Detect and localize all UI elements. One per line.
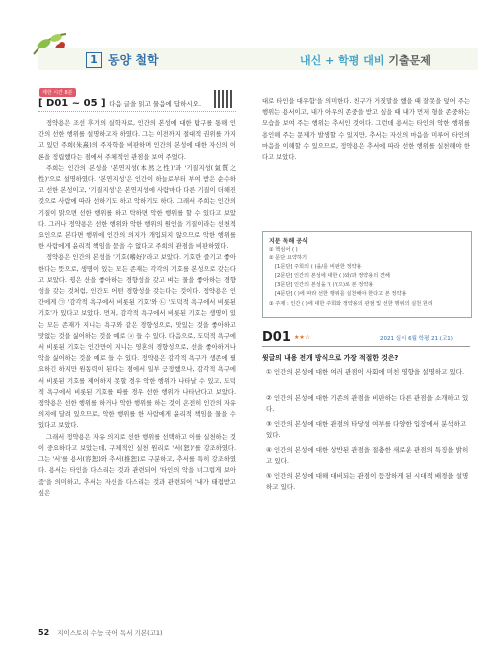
chapter-tag-gray: 기출문제 (388, 54, 431, 67)
divider (262, 346, 470, 347)
passage-left (38, 118, 236, 499)
qr-code-icon[interactable] (214, 90, 232, 108)
passage-paragraph: 그래서 정약용은 자유 의지로 선한 행위를 선택하고 이를 실천하는 것이 중요하다고 보았는데, 구체적인 실천 원리로 '서(恕)'를 강조하였다. 그는 '서'를 용서(容恕)와 추서(推恕)로 구분하고, 추서를 특히 강조하였다. 용서는 타인을 다스리는 것과 관련되어 '타인의 악을 너그럽게 보아줌'을 의미하고, 추서는 자신을 다스리는 것과 관련되어 '내가 태접받고 싶은 (38, 433, 236, 497)
chapter-title: 동양 철학 (108, 53, 159, 67)
question-source: 2021 실시 6월 학평 21 (고1) (380, 336, 453, 342)
chapter-tag (300, 52, 431, 68)
passage-paragraph: 정약용은 인간의 본성을 '기호(嗜好)'라고 보았다. 기호란 즐기고 좋아한다는 뜻으로, 생명이 있는 모든 존재는 각각의 기호를 본성으로 갖는다고 보았다. 꿩은 산을 좋아하는 경향성을 갖고 벼는 물을 좋아하는 경향성을 갖는 것처럼, 인간도 어떤 경향성을 갖는다는 것이다. 정약용은 인간에게 ㉠ '감각적 욕구에서 비롯된 기호'와 ㉡ '도덕적 욕구에서 비롯된 기호'가 있다고 보았다. 먼저, 감각적 욕구에서 비롯된 기호는 생명이 있는 모든 존재가 지니는 욕구와 같은 경향성으로, 맛있는 것을 좋아하고 맛없는 것을 싫어하는 것을 예로 ⓐ 들 수 있다. 다음으로, 도덕적 욕구에서 비롯된 기호는 인간만이 지니는 영혼의 경향성으로, 선을 좋아하거나 악을 싫어하는 것을 예로 들 수 있다. 정약용은 감각적 욕구가 생존에 필요하긴 하지만 원동력이 된다는 점에서 일부 긍정했으나, 감각적 욕구에서 비롯된 기호를 제어하지 못할 경우 악한 행위가 나타날 수 있고, 도덕적 욕구에서 비롯된 기호를 따를 경우 선한 행위가 나타난다고 보았다. 정약용은 선한 행위를 하거나 악한 행위를 하는 것이 온전히 인간의 자유 의지에 달려 있으므로, 악한 행위를 한 사람에게 윤리적 책임을 물을 수 있다고 보았다. (38, 254, 236, 430)
reading-box-line: [4문단] ( )에 따라 선한 행위를 실천해야 한다고 본 정약용 (275, 291, 407, 297)
time-limit-badge: 제한 시간 8분 (39, 88, 76, 97)
passage-paragraph: 정약용은 조선 후기의 실학자로, 인간의 본성에 대한 탐구를 통해 인간의 선한 행위를 설명하고자 하였다. 그는 이전까지 절대적 권위를 가지고 있던 주희(朱熹)의 주자학을 비판하며 인간의 본성에 대한 자신의 이론을 정립했다는 점에서 주체적인 관점을 보여 주었다. (38, 120, 236, 161)
question-number: D01 (262, 330, 291, 345)
passage-right (262, 96, 470, 163)
reading-box-line: [3문단] 인간의 본성을 '( )'(으)로 본 정약용 (275, 282, 374, 288)
reading-box-line: [2문단] 인간의 본성에 대한 ( )와/과 정약용의 견해 (275, 273, 390, 279)
page-number: 52 (38, 628, 50, 637)
question-instruction: 다음 글을 읽고 물음에 답하시오. (109, 100, 202, 108)
answer-option-2[interactable]: ② 인간의 본성에 대한 기존의 관점을 비판하는 다른 관점을 소개하고 있다. (266, 394, 469, 414)
reading-box-title: 지문 독해 공식 (269, 238, 308, 245)
passage-paragraph: 주희는 인간의 본성을 '본연지성(本然之性)'과 '기질지성(氣質之性)'으로 설명하였다. '본연지성'은 인간이 하늘로부터 부여 받은 순수하고 선한 본성이고, '기질지성'은 본연지성에 사람마다 다른 기질이 더해진 것으로 사람에 따라 선하기도 하고 악하기도 하다. 그래서 주희는 인간의 기질이 맑으면 선한 행위를 하고 탁하면 악한 행위를 할 수 있다고 보았다. 그러나 정약용은 선한 행위와 악한 행위의 원인을 기질이라는 선천적 요인으로 본다면 행위에 인간의 의지가 개입되지 않으므로 악한 행위를 한 사람에게 윤리적 책임을 묻을 수 없다고 주희의 관점을 비판하였다. (38, 164, 236, 251)
reading-box-line: ① 핵심어 ( ) (269, 247, 298, 253)
passage-paragraph: 대로 타인을 대우함'을 의미한다. 친구가 거짓말을 했을 때 잘못을 덮어 주는 행위는 용서이고, 내가 아우의 존중을 받고 싶을 때 내가 먼저 형을 존중하는 모습을 보여 주는 행위는 추서인 것이다. 그런데 용서는 타인의 악한 행위를 용인해 주는 문제가 발생할 수 있지만, 추서는 자신의 마음을 미루어 타인의 마음을 이해할 수 있으므로, 정약용은 추서에 따라 선한 행위를 실천해야 한다고 보았다. (262, 98, 470, 162)
page-footer (38, 628, 163, 637)
chapter-tag-blue: 내신 + 학평 대비 (300, 54, 385, 67)
page-header (0, 0, 500, 80)
difficulty-stars: ★★☆ (294, 334, 311, 341)
book-title: 지이스토리 수능 국어 독서 기본(고1) (57, 629, 163, 637)
reading-box-line: ③ 주제 : 인간 ( )에 대한 주희와 정약용의 관점 및 선한 행위의 실천 원리 (269, 301, 433, 307)
chapter-number: 1 (86, 52, 102, 68)
question-range: [ D01 ~ 05 ] (38, 98, 106, 109)
divider (38, 111, 236, 112)
answer-option-1[interactable]: ① 인간의 본성에 대한 여러 관점이 사회에 미친 영향을 설명하고 있다. (266, 368, 465, 376)
answer-option-5[interactable]: ⑤ 인간의 본성에 대해 대비되는 관점이 등장하게 된 시대적 배경을 설명하고 있다. (266, 472, 469, 492)
answer-option-4[interactable]: ④ 인간의 본성에 대한 상반된 관점을 절충한 새로운 관점의 특징을 밝히고 있다. (266, 446, 469, 466)
reading-formula-box (262, 231, 472, 318)
reading-box-line: ② 문단 요약하기 (269, 255, 308, 261)
answer-option-3[interactable]: ③ 인간의 본성에 대한 관점의 타당성 여부를 다양한 입장에서 분석하고 있다. (266, 420, 467, 440)
question-prompt: 윗글의 내용 전개 방식으로 가장 적절한 것은? (262, 354, 399, 362)
reading-box-line: [1문단] 주희의 ( )을/를 비판한 정약용 (275, 264, 362, 270)
question-set-heading (38, 98, 201, 109)
